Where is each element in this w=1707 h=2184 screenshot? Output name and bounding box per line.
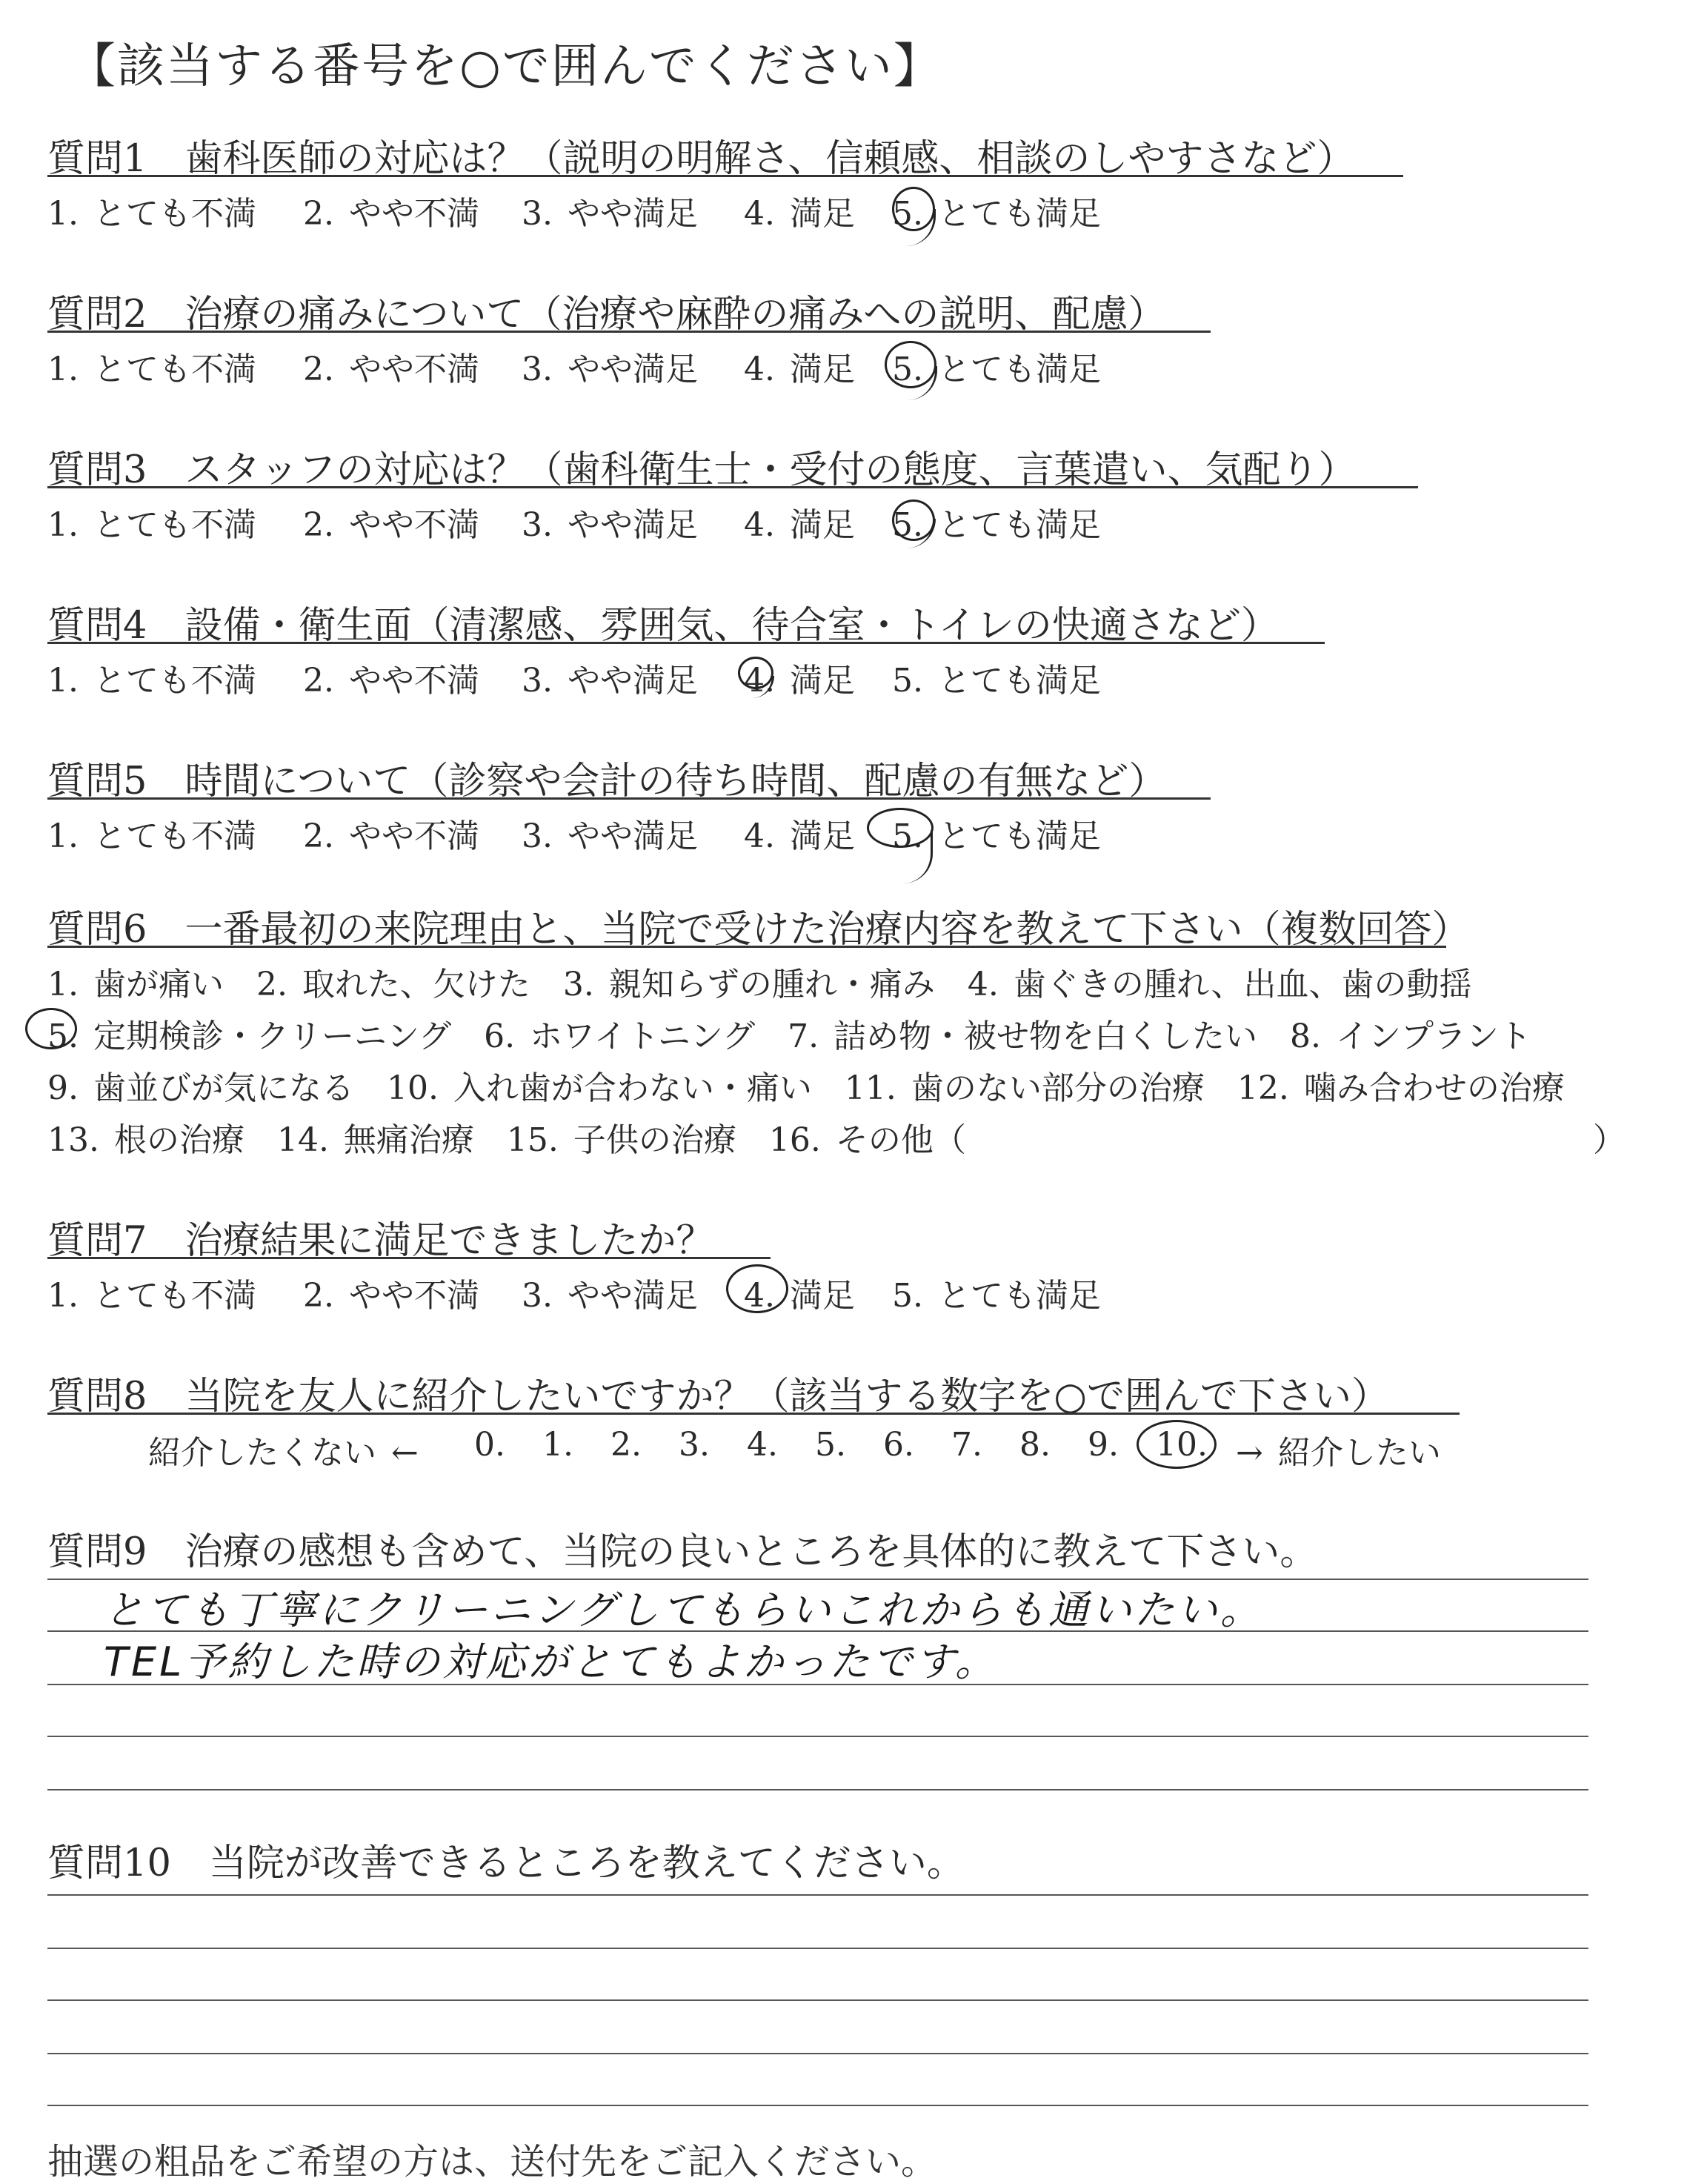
q8-option-6[interactable]: 6. xyxy=(883,1426,914,1464)
question-6-label: 質問6 一番最初の来院理由と、当院で受けた治療内容を教えて下さい（複数回答） xyxy=(47,908,1470,952)
q1-option-3[interactable]: 3. やや満足 xyxy=(522,195,698,233)
question-5-options xyxy=(47,809,1101,857)
q2-option-2[interactable]: 2. やや不満 xyxy=(303,351,479,388)
question-1-label: 質問1 歯科医師の対応は？（説明の明解さ、信頼感、相談のしやすさなど） xyxy=(47,137,1355,181)
q3-option-1[interactable]: 1. とても不満 xyxy=(47,506,256,544)
q3-option-4[interactable]: 4. 満足 xyxy=(744,506,855,544)
question-4-underline xyxy=(47,642,1325,644)
q1-option-5[interactable]: 5. とても満足 xyxy=(892,195,1101,233)
q1-option-1[interactable]: 1. とても不満 xyxy=(47,195,256,233)
q4-option-2[interactable]: 2. やや不満 xyxy=(303,662,479,700)
q10-writing-line-1[interactable] xyxy=(47,1894,1588,1896)
q3-option-2[interactable]: 2. やや不満 xyxy=(303,506,479,544)
question-4-options xyxy=(47,654,1101,701)
q6-options-row-4[interactable]: 13. 根の治療 14. 無痛治療 15. 子供の治療 16. その他（ xyxy=(47,1121,966,1159)
question-10-label: 質問10 当院が改善できるところを教えてください。 xyxy=(47,1842,965,1885)
question-7-underline xyxy=(47,1257,771,1259)
footer-prize-note: 抽選の粗品をご希望の方は、送付先をご記入ください。 xyxy=(47,2141,937,2183)
q2-answer-circle-tail xyxy=(898,366,937,400)
question-6-underline xyxy=(47,946,1446,948)
q10-writing-line-4[interactable] xyxy=(47,2053,1588,2054)
q10-writing-line-5[interactable] xyxy=(47,2105,1588,2106)
q4-option-5[interactable]: 5. とても満足 xyxy=(892,662,1101,700)
q4-option-3[interactable]: 3. やや満足 xyxy=(522,662,698,700)
q8-scale-left-label: 紹介したくない ← xyxy=(148,1434,419,1472)
q9-handwritten-answer-line-2: TEL予約した時の対応がとてもよかったです。 xyxy=(104,1639,998,1685)
q5-option-1[interactable]: 1. とても不満 xyxy=(47,817,256,855)
question-3-underline xyxy=(47,486,1418,488)
q6-other-close-paren: ） xyxy=(1593,1121,1626,1159)
q6-options-row-2[interactable]: 5. 定期検診・クリーニング 6. ホワイトニング 7. 詰め物・被せ物を白くしたい 8. インプラント xyxy=(47,1018,1532,1055)
q8-option-7[interactable]: 7. xyxy=(951,1426,982,1464)
q7-option-1[interactable]: 1. とても不満 xyxy=(47,1277,256,1315)
question-2-label: 質問2 治療の痛みについて（治療や麻酔の痛みへの説明、配慮） xyxy=(47,293,1166,336)
q4-option-4[interactable]: 4. 満足 xyxy=(744,662,855,700)
q9-writing-line-4 xyxy=(47,1736,1588,1737)
q8-scale xyxy=(474,1426,1237,1464)
q5-option-3[interactable]: 3. やや満足 xyxy=(522,817,698,855)
q3-option-3[interactable]: 3. やや満足 xyxy=(522,506,698,544)
q8-option-5[interactable]: 5. xyxy=(815,1426,846,1464)
q8-option-9[interactable]: 9. xyxy=(1088,1426,1119,1464)
q9-handwritten-answer-line-1: とても丁寧にクリーニングしてもらいこれからも通いたい。 xyxy=(104,1587,1263,1633)
q6-answer-circle xyxy=(25,1008,77,1049)
q8-option-4[interactable]: 4. xyxy=(747,1426,778,1464)
question-9-label: 質問9 治療の感想も含めて、当院の良いところを具体的に教えて下さい。 xyxy=(47,1530,1318,1574)
q7-option-4[interactable]: 4. 満足 xyxy=(744,1277,855,1315)
q2-option-4[interactable]: 4. 満足 xyxy=(744,351,855,388)
q7-answer-circle xyxy=(726,1264,788,1313)
question-1-underline xyxy=(47,175,1403,177)
q7-option-5[interactable]: 5. とても満足 xyxy=(892,1277,1101,1315)
question-1-options xyxy=(47,187,1101,234)
q1-option-2[interactable]: 2. やや不満 xyxy=(303,195,479,233)
q8-option-1[interactable]: 1. xyxy=(542,1426,573,1464)
q3-option-5[interactable]: 5. とても満足 xyxy=(892,506,1101,544)
q5-option-4[interactable]: 4. 満足 xyxy=(744,817,855,855)
question-2-options xyxy=(47,342,1101,390)
q2-option-1[interactable]: 1. とても不満 xyxy=(47,351,256,388)
q5-option-2[interactable]: 2. やや不満 xyxy=(303,817,479,855)
q2-option-3[interactable]: 3. やや満足 xyxy=(522,351,698,388)
q8-scale-right-label: → 紹介したい xyxy=(1236,1434,1441,1472)
q7-option-3[interactable]: 3. やや満足 xyxy=(522,1277,698,1315)
q10-writing-line-3[interactable] xyxy=(47,1999,1588,2001)
q6-options-row-3[interactable]: 9. 歯並びが気になる 10. 入れ歯が合わない・痛い 11. 歯のない部分の治療 12. 噛み合わせの治療 xyxy=(47,1069,1565,1107)
q5-option-5[interactable]: 5. とても満足 xyxy=(892,817,1101,855)
q1-answer-circle-tail xyxy=(902,209,936,246)
question-4-label: 質問4 設備・衛生面（清潔感、雰囲気、待合室・トイレの快適さなど） xyxy=(47,604,1279,648)
q2-option-5[interactable]: 5. とても満足 xyxy=(892,351,1101,388)
q5-answer-circle-tail xyxy=(886,830,933,883)
q9-writing-line-5 xyxy=(47,1789,1588,1790)
question-3-label: 質問3 スタッフの対応は？（歯科衛生士・受付の態度、言葉遣い、気配り） xyxy=(47,448,1357,492)
q8-option-2[interactable]: 2. xyxy=(610,1426,642,1464)
q1-option-4[interactable]: 4. 満足 xyxy=(744,195,855,233)
page-title: 【該当する番号を○で囲んでください】 xyxy=(68,39,942,94)
question-8-label: 質問8 当院を友人に紹介したいですか？（該当する数字を○で囲んで下さい） xyxy=(47,1375,1389,1418)
question-3-options xyxy=(47,498,1101,545)
q8-option-0[interactable]: 0. xyxy=(474,1426,505,1464)
q8-option-10[interactable]: 10. xyxy=(1156,1426,1208,1464)
q10-writing-line-2[interactable] xyxy=(47,1948,1588,1949)
question-2-underline xyxy=(47,331,1211,333)
question-8-underline xyxy=(47,1413,1460,1415)
q6-options-row-1[interactable]: 1. 歯が痛い 2. 取れた、欠けた 3. 親知らずの腫れ・痛み 4. 歯ぐきの腫れ、出血、歯の動揺 xyxy=(47,966,1472,1003)
question-7-options xyxy=(47,1269,1101,1316)
question-5-underline xyxy=(47,797,1211,800)
q8-option-8[interactable]: 8. xyxy=(1019,1426,1051,1464)
q8-answer-circle xyxy=(1137,1420,1217,1469)
q4-option-1[interactable]: 1. とても不満 xyxy=(47,662,256,700)
question-7-label: 質問7 治療結果に満足できましたか？ xyxy=(47,1219,714,1263)
q7-option-2[interactable]: 2. やや不満 xyxy=(303,1277,479,1315)
q9-writing-line-3 xyxy=(47,1684,1588,1685)
q8-option-3[interactable]: 3. xyxy=(679,1426,710,1464)
question-5-label: 質問5 時間について（診察や会計の待ち時間、配慮の有無など） xyxy=(47,760,1167,803)
